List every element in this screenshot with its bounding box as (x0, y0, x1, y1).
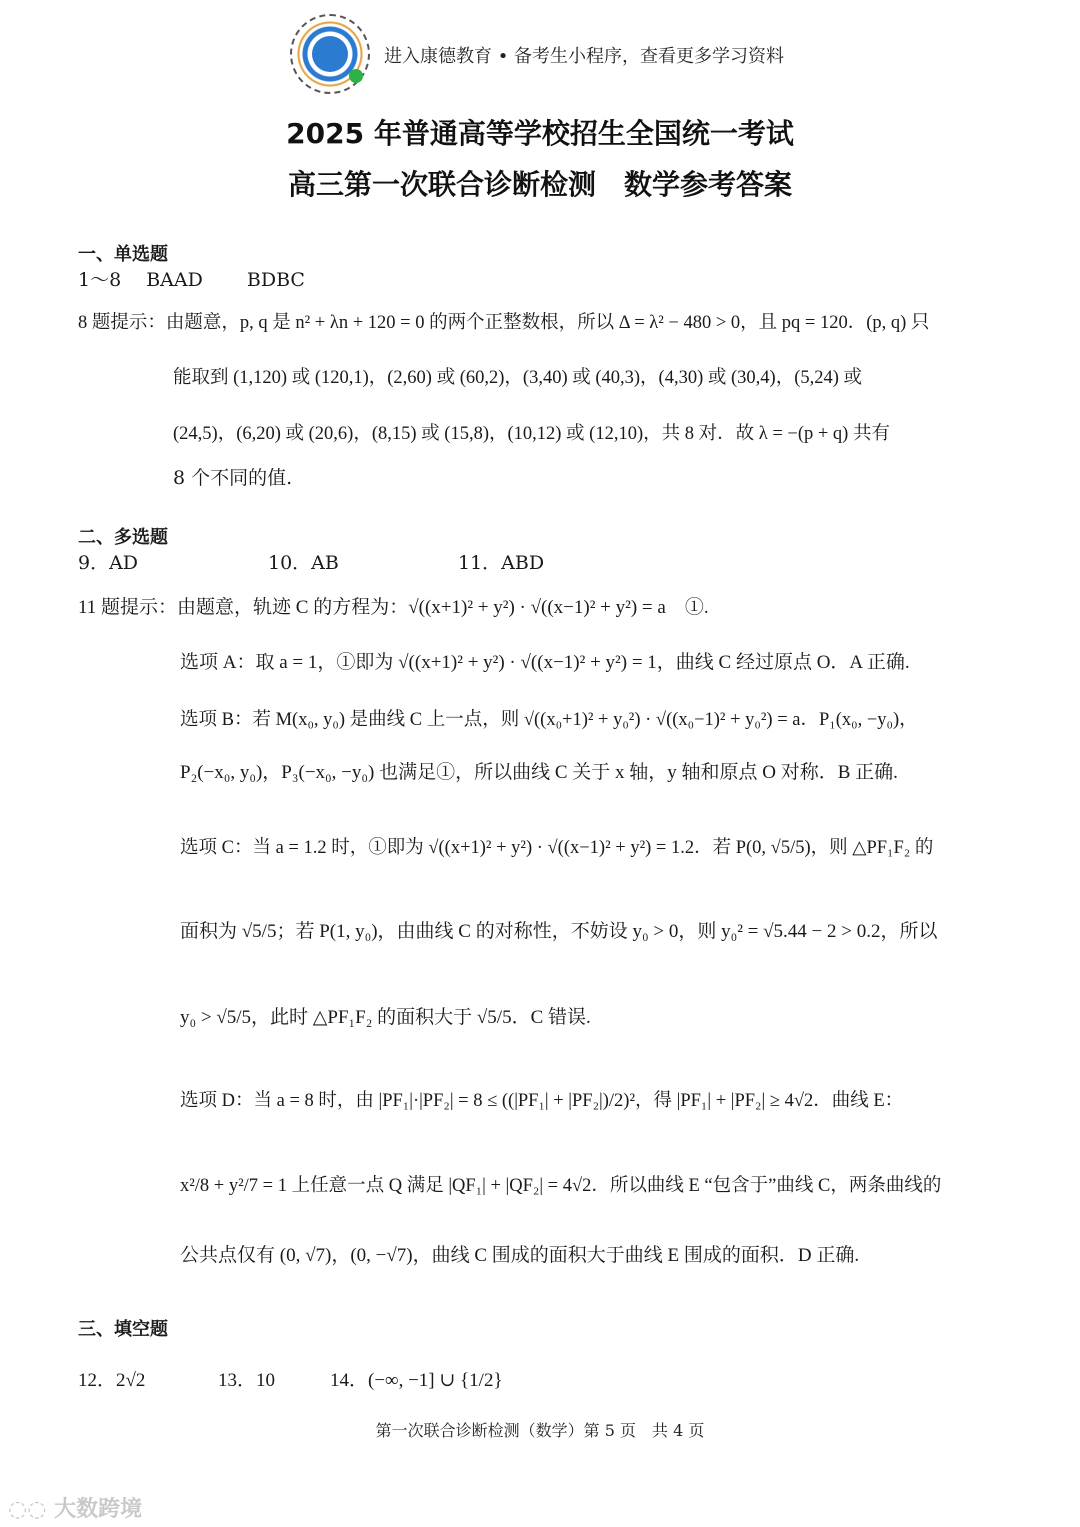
header-banner: 进入康德教育 • 备考生小程序，查看更多学习资料 (384, 46, 785, 67)
exam-title: 2025 年普通高等学校招生全国统一考试 (286, 117, 794, 150)
hint11-option-d-line1: 选项 D：当 a = 8 时，由 |PF₁|·|PF₂| = 8 ≤ ((|PF₁| + |PF₂|)/2)²，得 |PF₁| + |PF₂| ≥ 4√2．曲线 E： (180, 1091, 904, 1111)
answer-13: 13．10 (218, 1370, 276, 1391)
hint8-line1: 8 题提示：由题意，p, q 是 n² + λn + 120 = 0 的两个正整数根，所以 Δ = λ² − 480 > 0，且 pq = 120．(p, q) 只 (78, 313, 930, 333)
section-heading-single-choice: 一、单选题 (78, 244, 168, 265)
hint11-option-d-line2: x²/8 + y²/7 = 1 上任意一点 Q 满足 |QF₁| + |QF₂| = 4√2．所以曲线 E “包含于”曲线 C，两条曲线的 (180, 1176, 942, 1196)
watermark-icon: ◌◌ (8, 1497, 47, 1522)
page-footer: 第一次联合诊断检测（数学）第 5 页 共 4 页 (375, 1421, 705, 1440)
section-heading-multi-choice: 二、多选题 (78, 527, 168, 548)
hint8-line3: (24,5)，(6,20) 或 (20,6)，(8,15) 或 (15,8)，(10,12) 或 (12,10)，共 8 对．故 λ = −(p + q) 共有 (173, 424, 890, 444)
answer-14: 14．(−∞, −1] ∪ {1/2} (330, 1370, 503, 1391)
hint11-option-b-line2: P₂(−x₀, y₀)，P₃(−x₀, −y₀) 也满足①，所以曲线 C 关于 x 轴，y 轴和原点 O 对称．B 正确. (180, 762, 898, 783)
answer-9: 9．AD (78, 552, 139, 574)
hint11-option-a: 选项 A：取 a = 1，①即为 √((x+1)² + y²) · √((x−1)² + y²) = 1，曲线 C 经过原点 O．A 正确. (180, 652, 910, 673)
wechat-badge-icon (349, 69, 363, 83)
single-choice-answers: 1～8 BAAD BDBC (78, 269, 305, 291)
hint8-line2: 能取到 (1,120) 或 (120,1)，(2,60) 或 (60,2)，(3,40) 或 (40,3)，(4,30) 或 (30,4)，(5,24) 或 (173, 368, 863, 388)
logo-center-icon (312, 36, 348, 72)
hint11-intro: 11 题提示：由题意，轨迹 C 的方程为：√((x+1)² + y²) · √((x−1)² + y²) = a ①. (78, 597, 709, 618)
section-heading-fill-in: 三、填空题 (78, 1319, 168, 1340)
answer-12: 12．2√2 (78, 1370, 146, 1391)
answer-11: 11．ABD (458, 552, 545, 574)
hint11-option-c-line3: y₀ > √5/5，此时 △PF₁F₂ 的面积大于 √5/5．C 错误. (180, 1007, 591, 1028)
hint8-line4: 8 个不同的值. (173, 467, 293, 489)
hint11-option-b-line1: 选项 B：若 M(x₀, y₀) 是曲线 C 上一点，则 √((x₀+1)² + y₀²) · √((x₀−1)² + y₀²) = a．P₁(x₀, −y₀)， (180, 710, 918, 730)
watermark-logo (8, 1492, 142, 1523)
hint11-option-c-line1: 选项 C：当 a = 1.2 时，①即为 √((x+1)² + y²) · √((x−1)² + y²) = 1.2．若 P(0, √5/5)，则 △PF₁F₂ 的 (180, 838, 934, 858)
hint11-option-c-line2: 面积为 √5/5；若 P(1, y₀)，由曲线 C 的对称性，不妨设 y₀ > 0，则 y₀² = √5.44 − 2 > 0.2，所以 (180, 921, 938, 942)
watermark-text: 大数跨境 (54, 1497, 143, 1522)
hint11-option-d-line3: 公共点仅有 (0, √7)，(0, −√7)，曲线 C 围成的面积大于曲线 E 围成的面积．D 正确. (180, 1245, 860, 1266)
answer-10: 10．AB (268, 552, 339, 574)
answer-title: 高三第一次联合诊断检测 数学参考答案 (287, 168, 792, 201)
